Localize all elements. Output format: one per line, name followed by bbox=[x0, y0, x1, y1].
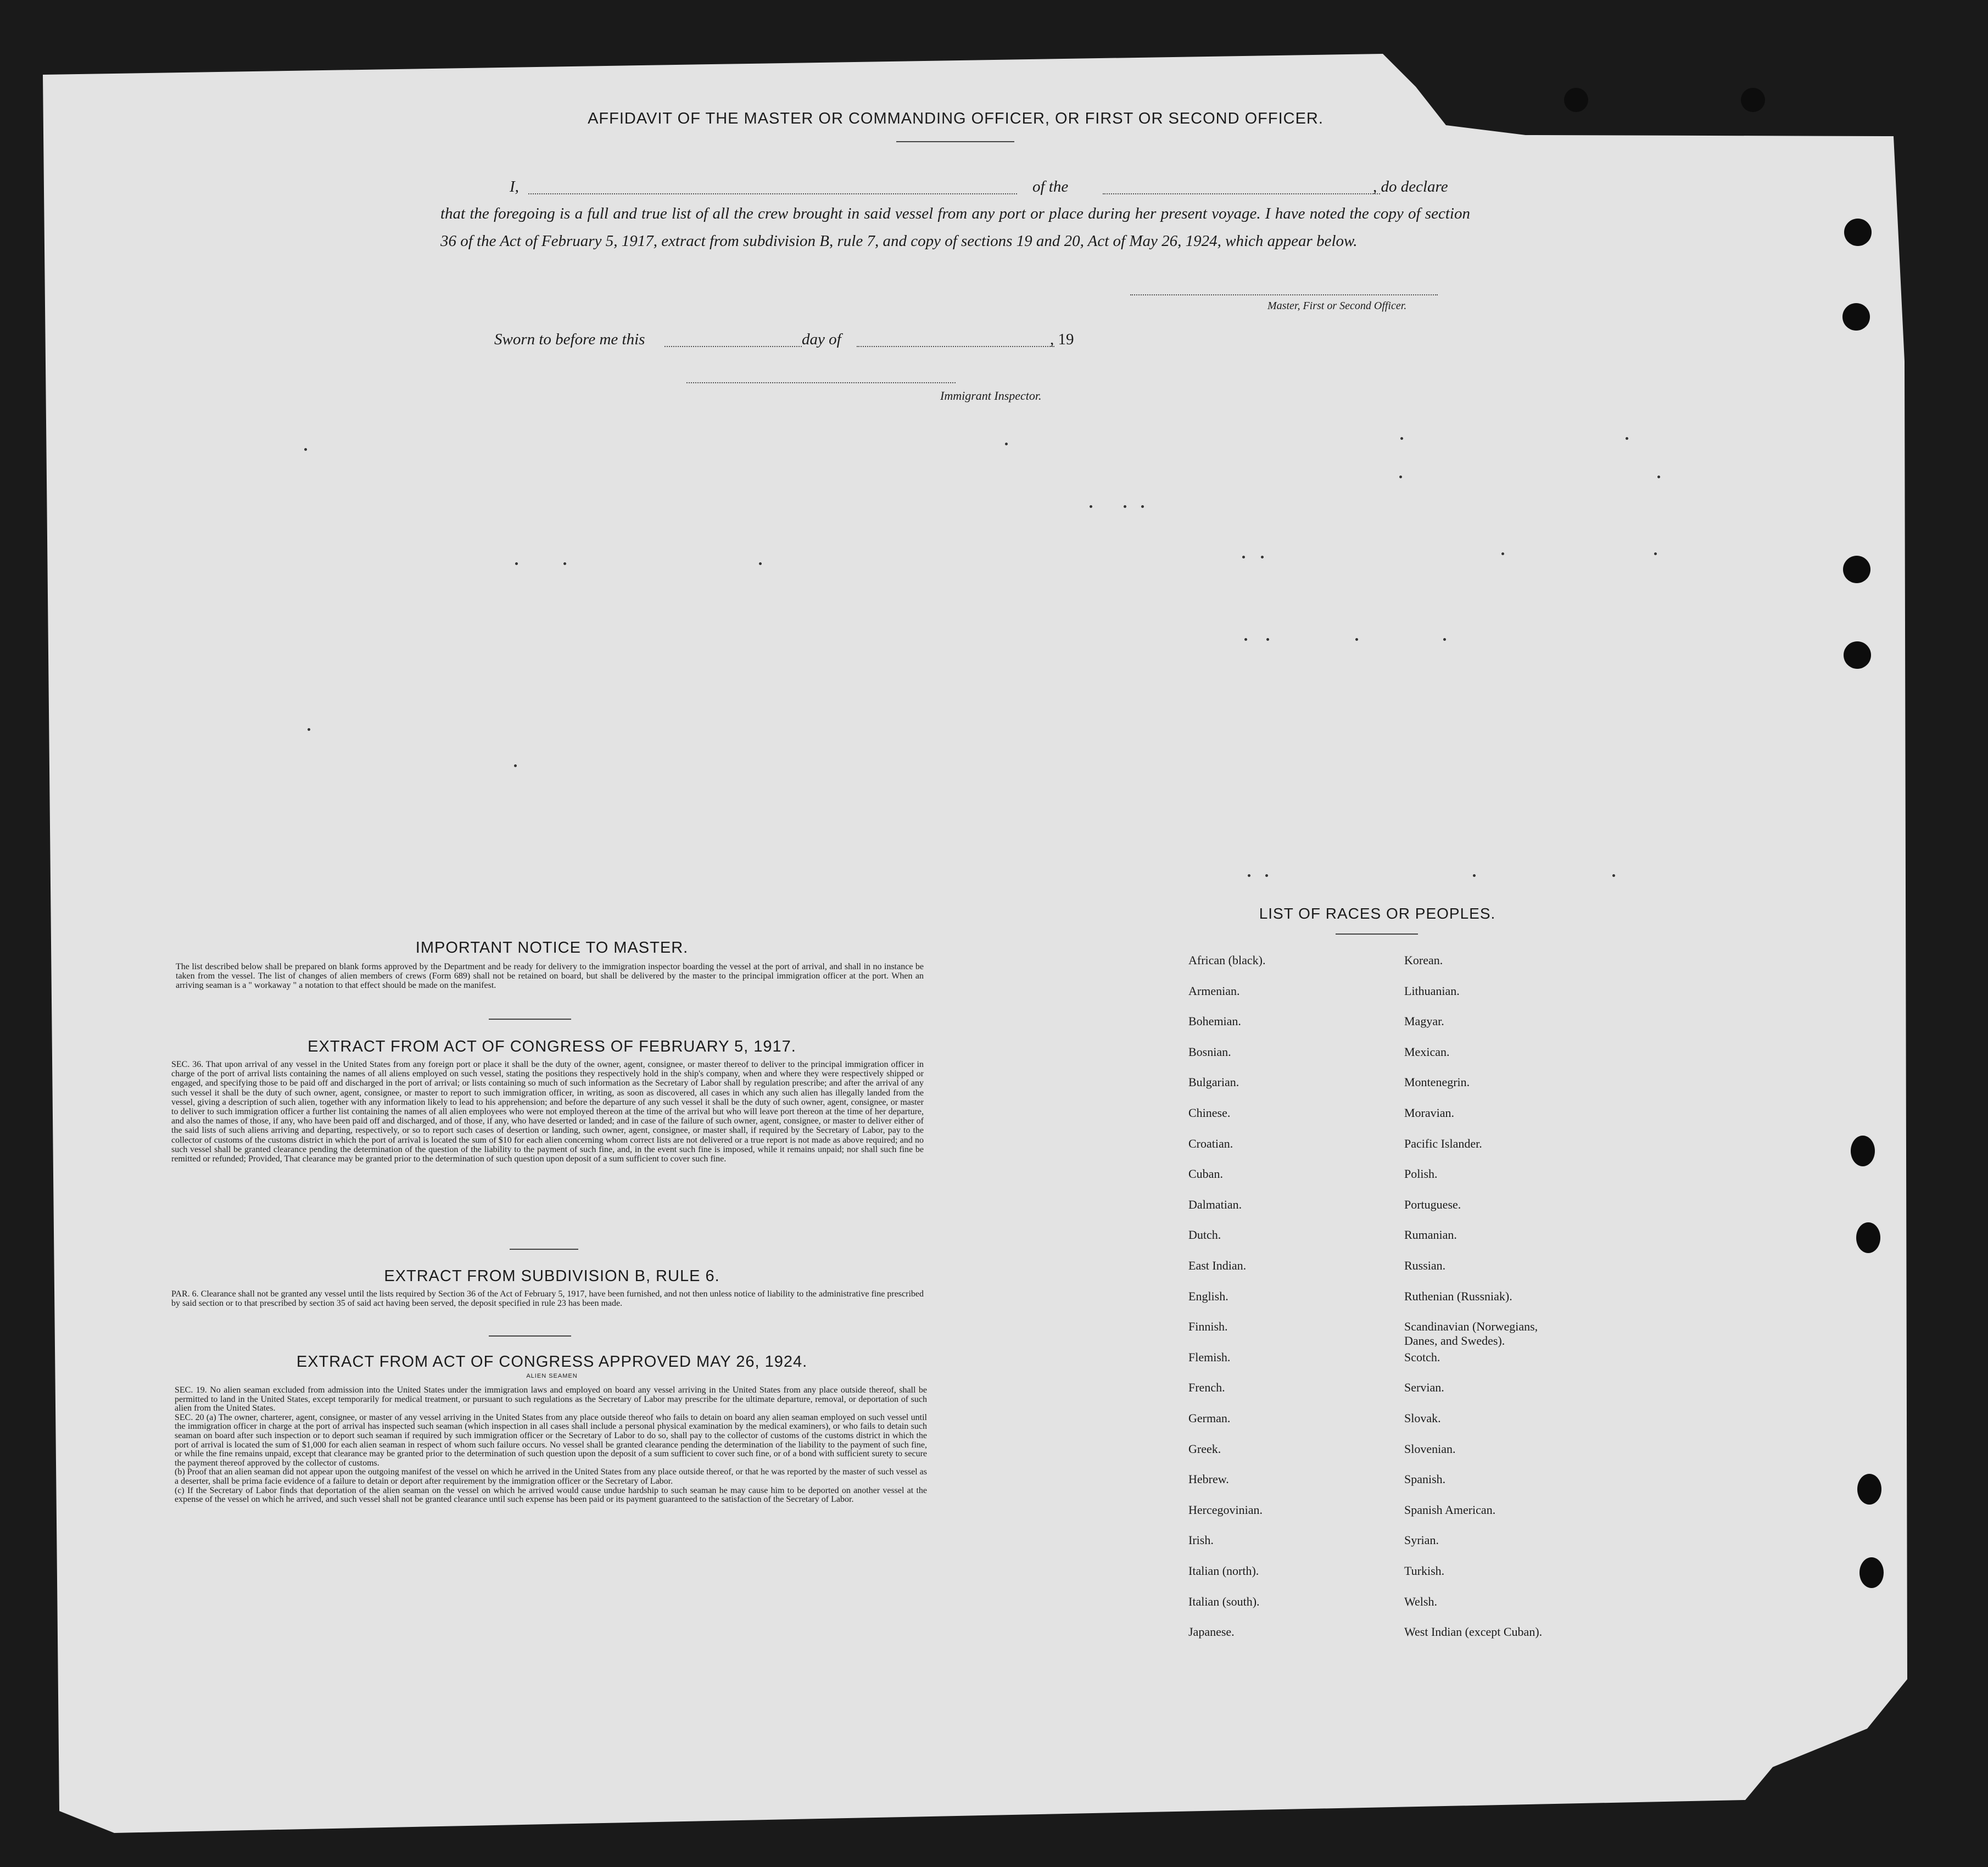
punch-hole bbox=[1564, 88, 1588, 112]
speck bbox=[514, 764, 517, 767]
speck bbox=[304, 448, 307, 451]
race-item: East Indian. bbox=[1188, 1259, 1247, 1272]
race-item: Italian (south). bbox=[1188, 1594, 1260, 1608]
race-item: Hebrew. bbox=[1188, 1472, 1229, 1486]
divider bbox=[489, 1335, 571, 1337]
punch-hole bbox=[1844, 641, 1871, 669]
race-item: Spanish American. bbox=[1404, 1502, 1496, 1517]
speck bbox=[1657, 476, 1660, 478]
race-item: Italian (north). bbox=[1188, 1564, 1259, 1578]
inspector-signature-line[interactable] bbox=[686, 382, 956, 383]
races-left-column bbox=[1188, 953, 1386, 1651]
race-item: Bohemian. bbox=[1188, 1014, 1241, 1028]
sworn-prefix: Sworn to before me this bbox=[494, 331, 645, 348]
punch-hole bbox=[1844, 219, 1872, 246]
punch-hole bbox=[1842, 303, 1870, 331]
speck bbox=[1242, 556, 1245, 558]
races-heading: LIST OF RACES OR PEOPLES. bbox=[1259, 905, 1496, 922]
affidavit-of-the-label: of the bbox=[1032, 178, 1069, 195]
speck bbox=[1244, 638, 1247, 641]
speck bbox=[308, 728, 310, 731]
race-item: Greek. bbox=[1188, 1441, 1221, 1456]
inspector-label: Immigrant Inspector. bbox=[940, 389, 1042, 403]
rule-6-text: PAR. 6. Clearance shall not be granted any vessel until the lists required by Section 36 of the Act of February 5, 1917, have been furnished, and not then unless notice of liability to the administrative fine prescribed by said section or to that prescribed by section 35 of said act having been served, the deposit specified in rule 23 has been made. bbox=[171, 1289, 924, 1308]
punch-hole bbox=[1851, 1136, 1875, 1166]
race-item: Slovak. bbox=[1404, 1411, 1441, 1425]
speck bbox=[1626, 437, 1628, 440]
affidavit-heading: AFFIDAVIT OF THE MASTER OR COMMANDING OFFICER, OR FIRST OR SECOND OFFICER. bbox=[588, 110, 1324, 127]
affidavit-i-label: I, bbox=[510, 178, 519, 195]
speck bbox=[1654, 552, 1657, 555]
divider bbox=[510, 1249, 578, 1250]
speck bbox=[1261, 556, 1264, 558]
race-item: Syrian. bbox=[1404, 1533, 1439, 1547]
speck bbox=[1265, 874, 1268, 877]
speck bbox=[1124, 505, 1126, 508]
affidavit-declare-label: , do declare bbox=[1373, 178, 1448, 195]
affiant-name-field[interactable] bbox=[528, 193, 1017, 194]
rule-6-heading: EXTRACT FROM SUBDIVISION B, RULE 6. bbox=[384, 1267, 720, 1285]
race-item: Mexican. bbox=[1404, 1044, 1450, 1059]
punch-hole bbox=[1741, 88, 1765, 112]
races-right-column bbox=[1404, 953, 1635, 1651]
speck bbox=[515, 562, 518, 565]
race-item: Portuguese. bbox=[1404, 1197, 1461, 1211]
master-signature-line[interactable] bbox=[1130, 294, 1438, 295]
race-item: Cuban. bbox=[1188, 1167, 1223, 1181]
race-item: French. bbox=[1188, 1380, 1225, 1395]
notice-text: The list described below shall be prepared on blank forms approved by the Department and be ready for delivery to the immigration inspector boarding the vessel at the port of arrival, and shall in no instance be taken from the vessel. The list of changes of alien members of crews (Form 689) shall not be retained on board, but shall be delivered by the master to the principal immigration officer at the port. When an arriving seaman is a " workaway " a notation to that effect should be made on the manifest. bbox=[176, 962, 924, 990]
race-item: Scotch. bbox=[1404, 1350, 1440, 1364]
extract-1924-text: SEC. 19. No alien seaman excluded from admission into the United States under the immigration laws and employed on board any vessel arriving in the United States from any place outside thereof, shall be permitted to land in the United States, except temporarily for medical treatment, or pursuant to such regulations as the Secretary of Labor may prescribe for the ultimate departure, removal, or deportation of such alien from the United States. SEC. 20 (a) The owner, charterer, agent, consignee, or master of any vessel arriving in the United States from any place outside thereof who fails to detain on board any alien seaman employed on such vessel until the immigration officer in charge at the port of arrival has inspected such seaman (which inspection in all cases shall include a personal physical examination by the medical examiners), or who fails to detain such seaman on board after such inspection or to deport such seaman if required by such immigration officer or the Secretary of Labor to do so, shall pay to the collector of customs of the customs district in which the port of arrival is located the sum of $1,000 for each alien seaman in respect of whom such failure occurs. No vessel shall be granted clearance pending the determination of the liability to the payment of such fine, or while the fine remains unpaid, except that clearance may be granted prior to the determination of such question upon the deposit of a sum sufficient to cover such fine, or of a bond with sufficient surety to secure the payment thereof approved by the collector of customs. (b) Proof that an alien seaman did not appear upon the outgoing manifest of the vessel on which he arrived in the United States from any place outside thereof, or that he was reported by the master of such vessel as a deserter, shall be prima facie evidence of a failure to detain or deport after requirement by the immigration officer or the Secretary of Labor. (c) If the Secretary of Labor finds that deportation of the alien seaman on the vessel on which he arrived would cause undue hardship to such seaman he may cause him to be deported on another vessel at the expense of the vessel on which he arrived, and such vessel shall not be granted clearance until such expense has been paid or its payment guaranteed to the satisfaction of the Secretary of Labor. bbox=[175, 1385, 927, 1505]
speck bbox=[1248, 874, 1250, 877]
race-item: Ruthenian (Russniak). bbox=[1404, 1289, 1512, 1303]
race-item: Dutch. bbox=[1188, 1228, 1221, 1242]
race-item: Lithuanian. bbox=[1404, 983, 1460, 998]
race-item: English. bbox=[1188, 1289, 1228, 1303]
race-item: Magyar. bbox=[1404, 1014, 1444, 1028]
speck bbox=[1355, 638, 1358, 641]
race-item: Moravian. bbox=[1404, 1106, 1455, 1120]
speck bbox=[1090, 505, 1092, 508]
extract-1917-text: SEC. 36. That upon arrival of any vessel in the United States from any foreign port or place it shall be the duty of the owner, agent, consignee, or master thereof to deliver to the principal immigration officer in charge of the port of arrival lists containing the names of all aliens employed on such vessel, stating the positions they respectively hold in the ship's company, when and where they were respectively shipped or engaged, and specifying those to be paid off and discharged in the port of arrival; or lists containing so much of such information as the Secretary of Labor shall by regulation prescribe; and after the arrival of any such vessel it shall be the duty of such owner, agent, consignee, or master to report to such immigration officer, in writing, as soon as discovered, all cases in which any such alien has illegally landed from the vessel, giving a description of such alien, together with any information likely to lead to his apprehension; and before the departure of any such vessel it shall be the duty of such owner, agent, consignee, or master to deliver to such immigration officer a further list containing the names of all alien employees who were not employed thereon at the time of the arrival but who will leave port thereon at the time of her departure, and also the names of those, if any, who have been paid off and discharged, and of those, if any, who have deserted or landed; and in case of the failure of such owner, agent, consignee, or master to deliver either of the said lists of such aliens arriving and departing, respectively, or so to report such cases of desertion or landing, such owner, agent, consignee, or master shall, if required by the Secretary of Labor, pay to the collector of customs of the customs district in which the port of arrival is located the sum of $10 for each alien concerning whom correct lists are not delivered or a true report is not made as above required; and no such vessel shall be granted clearance pending the determination of the question of the liability to the payment of such fine, and, in the event such fine is imposed, while it remains unpaid; nor shall such fine be remitted or refunded; Provided, That clearance may be granted prior to the determination of such question upon deposit of a sum sufficient to cover such fine. bbox=[171, 1060, 924, 1164]
race-item: Hercegovinian. bbox=[1188, 1502, 1263, 1517]
speck bbox=[1141, 505, 1144, 508]
races-heading-rule bbox=[1336, 933, 1418, 935]
race-item: Finnish. bbox=[1188, 1320, 1228, 1334]
race-item: Flemish. bbox=[1188, 1350, 1231, 1364]
race-item: Croatian. bbox=[1188, 1136, 1233, 1150]
race-item: Polish. bbox=[1404, 1167, 1438, 1181]
race-item: Chinese. bbox=[1188, 1106, 1231, 1120]
affidavit-body: that the foregoing is a full and true list of all the crew brought in said vessel from any port or place during her present voyage. I have noted the copy of section 36 of the Act of February 5, 1917, extract from subdivision B, rule 7, and copy of sections 19 and 20, Act of May 26, 1924, which appear below. bbox=[440, 205, 1470, 250]
race-item: Welsh. bbox=[1404, 1594, 1437, 1608]
heading-rule bbox=[896, 141, 1014, 142]
speck bbox=[1612, 874, 1615, 877]
speck bbox=[563, 562, 566, 565]
speck bbox=[1005, 443, 1008, 445]
master-signature-label: Master, First or Second Officer. bbox=[1267, 300, 1407, 312]
sworn-month-field[interactable] bbox=[857, 346, 1054, 347]
punch-hole bbox=[1859, 1557, 1884, 1588]
race-item: Spanish. bbox=[1404, 1472, 1446, 1486]
race-item: Montenegrin. bbox=[1404, 1075, 1470, 1089]
sworn-year: , 19 bbox=[1050, 331, 1074, 348]
race-item: Irish. bbox=[1188, 1533, 1214, 1547]
race-item: West Indian (except Cuban). bbox=[1404, 1625, 1543, 1639]
race-item: Russian. bbox=[1404, 1259, 1446, 1272]
race-item: Bulgarian. bbox=[1188, 1075, 1239, 1089]
sworn-day-of: day of bbox=[802, 331, 841, 348]
extract-1924-subheading: ALIEN SEAMEN bbox=[526, 1373, 578, 1379]
race-item: Slovenian. bbox=[1404, 1441, 1456, 1456]
speck bbox=[1266, 638, 1269, 641]
speck bbox=[1400, 437, 1403, 440]
race-item: Scandinavian (Norwegians, Danes, and Swedes). bbox=[1404, 1320, 1538, 1348]
notice-heading: IMPORTANT NOTICE TO MASTER. bbox=[415, 939, 689, 957]
race-item: Turkish. bbox=[1404, 1564, 1445, 1578]
punch-hole bbox=[1857, 1474, 1881, 1505]
extract-1917-heading: EXTRACT FROM ACT OF CONGRESS OF FEBRUARY 5, 1917. bbox=[308, 1038, 796, 1055]
punch-hole bbox=[1856, 1222, 1880, 1253]
race-item: Servian. bbox=[1404, 1380, 1444, 1395]
race-item: Armenian. bbox=[1188, 983, 1240, 998]
race-item: Pacific Islander. bbox=[1404, 1136, 1482, 1150]
speck bbox=[1501, 552, 1504, 555]
race-item: Dalmatian. bbox=[1188, 1197, 1242, 1211]
sworn-day-field[interactable] bbox=[664, 346, 802, 347]
speck bbox=[1399, 476, 1402, 478]
race-item: Bosnian. bbox=[1188, 1044, 1231, 1059]
punch-hole bbox=[1843, 556, 1870, 583]
extract-1924-heading: EXTRACT FROM ACT OF CONGRESS APPROVED MAY 26, 1924. bbox=[296, 1353, 808, 1371]
speck bbox=[1473, 874, 1476, 877]
speck bbox=[759, 562, 762, 565]
race-item: Korean. bbox=[1404, 953, 1443, 967]
divider bbox=[489, 1019, 571, 1020]
race-item: German. bbox=[1188, 1411, 1231, 1425]
speck bbox=[1443, 638, 1446, 641]
race-item: Rumanian. bbox=[1404, 1228, 1457, 1242]
race-item: African (black). bbox=[1188, 953, 1266, 967]
race-item: Japanese. bbox=[1188, 1625, 1235, 1639]
vessel-name-field[interactable] bbox=[1103, 193, 1380, 194]
